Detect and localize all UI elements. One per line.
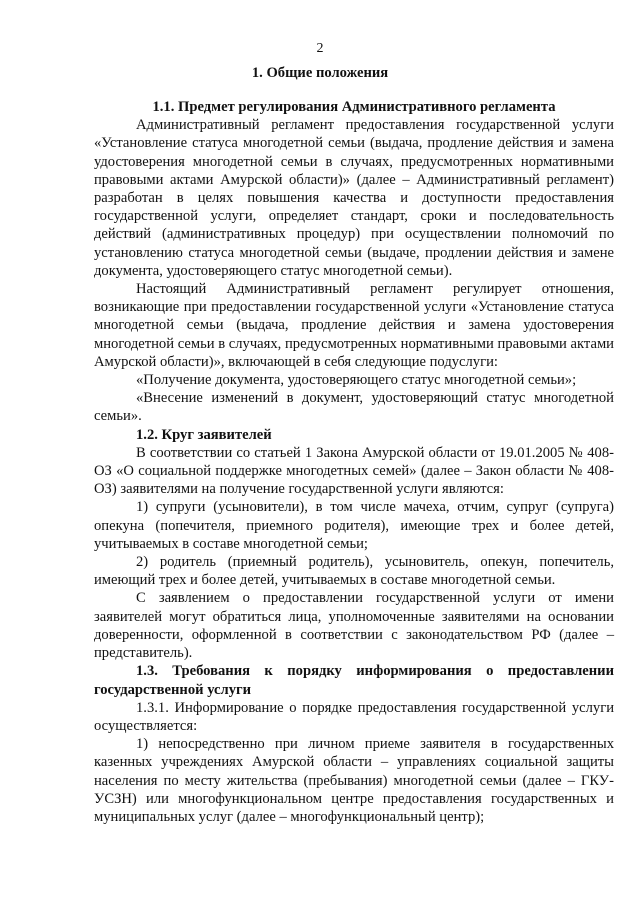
paragraph: Административный регламент предоставления государственной услуги «Установление статуса многодетной семьи (выдача, продление действия и замена удостоверения многодетной семьи в случаях, предусмотренных нормативными правовыми актами Амурской области)» (далее – Административный регламент) разработан в целях повышения качества и доступности предоставления государственной услуги, определяет стандарт, сроки и последовательность действий (административных процедур) при осуществлении полномочий по установлению статуса многодетной семьи (выдаче, продлении действия и замене документа, удостоверяющего статус многодетной семьи). (94, 117, 614, 279)
paragraph: 1) непосредственно при личном приеме заявителя в государственных казенных учреждениях Амурской области – управлениях социальной защиты населения по месту жительства (пребывания) многодетной семьи (далее – ГКУ-УСЗН) или многофункциональном центре предоставления государственных и муниципальных услуг (далее – многофункциональный центр); (94, 736, 614, 825)
page-number: 2 (316, 41, 324, 56)
paragraph: 1) супруги (усыновители), в том числе мачеха, отчим, супруг (супруга) опекуна (попечителя, приемного родителя), имеющие трех и более детей, учитываемых в составе многодетной семьи; (94, 499, 614, 552)
subsection-title-1-3: 1.3. Требования к порядку информирования о предоставлении государственной услуги (94, 663, 614, 698)
paragraph: 2) родитель (приемный родитель), усыновитель, опекун, попечитель, имеющий трех и более детей, учитываемых в составе многодетной семьи. (94, 554, 614, 589)
paragraph: С заявлением о предоставлении государственной услуги от имени заявителей могут обратиться лица, уполномоченные заявителями на основании доверенности, оформленной в соответствии с законодательством РФ (далее – представитель). (94, 590, 614, 662)
subsection-title-1-2: 1.2. Круг заявителей (136, 426, 272, 443)
paragraph: «Внесение изменений в документ, удостоверяющий статус многодетной семьи». (94, 390, 614, 425)
section-title: 1. Общие положения (251, 65, 389, 81)
paragraph: Настоящий Административный регламент регулирует отношения, возникающие при предоставлении государственной услуги «Установление статуса многодетной семьи (выдача, продление действия и замена удостоверения многодетной семьи в случаях, предусмотренных нормативными правовыми актами Амурской области)», включающей в себя следующие подуслуги: (94, 281, 614, 370)
paragraph: «Получение документа, удостоверяющего статус многодетной семьи»; (136, 372, 577, 389)
document-body (94, 98, 614, 826)
paragraph: 1.3.1. Информирование о порядке предоставления государственной услуги осуществляется: (94, 699, 614, 734)
subsection-title-1-1: 1.1. Предмет регулирования Административного регламента (152, 99, 556, 115)
paragraph: В соответствии со статьей 1 Закона Амурской области от 19.01.2005 № 408-ОЗ «О социальной поддержке многодетных семей» (далее – Закон области № 408-ОЗ) заявителями на получение государственной услуги являются: (94, 444, 614, 498)
